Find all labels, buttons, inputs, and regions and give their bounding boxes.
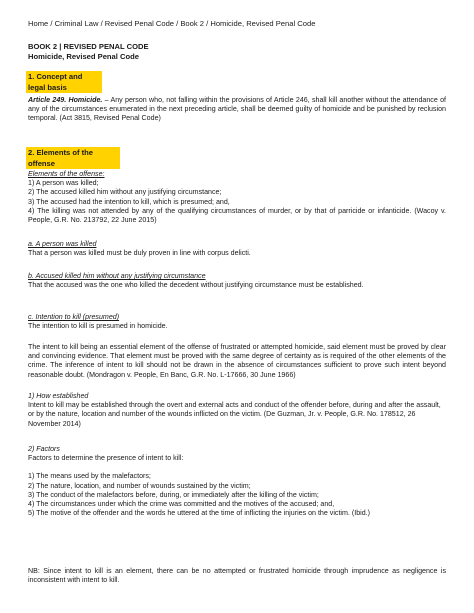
factors-title: 2) Factors [28, 445, 60, 453]
element-item: 4) The killing was not attended by any of the qualifying circumstances of murder, or by that of parricide or infanticide. (Wacoy v. People, G.R. No. 213792, 22 June 2015) [28, 206, 446, 225]
elements-title: Elements of the offense: [28, 170, 105, 178]
subsection-a-title: a. A person was killed [28, 240, 97, 248]
book-header [28, 42, 446, 61]
factor-item: 2) The nature, location, and number of wounds sustained by the victim; [28, 481, 251, 490]
subsection-b [28, 272, 446, 290]
factor-item: 4) The circumstances under which the crime was committed and the motives of the accused; and, [28, 500, 335, 509]
section-2-heading: 2. Elements of the offense [26, 147, 120, 169]
how-established-text: Intent to kill may be established through the overt and external acts and conduct of the offender before, during and after the assault, or by the nature, location and number of the wounds inflicted on the victim. (De Guzman, Jr. v. People, G.R. No. 178512, 26 November 2014) [28, 401, 441, 428]
book-subtitle: Homicide, Revised Penal Code [28, 51, 139, 61]
factor-item: 5) The motive of the offender and the words he uttered at the time of inflicting the injuries on the victim. (Ibid.) [28, 509, 370, 518]
subsection-c-title: c. Intention to kill (presumed) [28, 313, 120, 321]
article-249-paragraph [28, 96, 446, 124]
nb-note: NB: Since intent to kill is an element, there can be no attempted or frustrated homicide through imprudence as negligence is inconsistent with intent to kill. [28, 567, 446, 585]
intent-paragraph: The intent to kill being an essential element of the offense of frustrated or attempted homicide, said element must be proved by clear and convincing evidence. That element must be proved with the same degree of certainty as is required of the other elements of the crime. The inference of intent to kill should not be drawn in the absence of circumstances sufficient to prove such intent beyond reasonable doubt. (Mondragon v. People, En Banc, G.R. No. L-17666, 30 June 1966) [28, 343, 446, 379]
breadcrumb: Home / Criminal Law / Revised Penal Code / Book 2 / Homicide, Revised Penal Code [28, 19, 316, 28]
section-2-heading-wrap [28, 147, 446, 169]
section-1-heading: 1. Concept and legal basis [26, 71, 102, 93]
subsection-b-text: That the accused was the one who killed the decedent without justifying circumstance must be established. [28, 281, 364, 290]
subsection-a [28, 240, 446, 258]
factor-item: 3) The conduct of the malefactors before, during, or immediately after the killing of the victim; [28, 490, 319, 499]
how-established [28, 392, 446, 429]
article-text: – Any person who, not falling within the provisions of Article 246, shall kill another without the attendance of any of the circumstances enumerated in the next preceding article, shall be deemed guilty of homicide and be punished by reclusion temporal. (Act 3815, Revised Penal Code) [28, 96, 446, 123]
article-ref: Article 249. Homicide. [28, 96, 103, 104]
element-item: 3) The accused had the intention to kill, which is presumed; and, [28, 197, 230, 206]
book-title: BOOK 2 | REVISED PENAL CODE [28, 42, 149, 51]
elements-list [28, 170, 446, 225]
factors [28, 445, 446, 518]
how-established-title: 1) How established [28, 392, 89, 400]
section-1-heading-wrap [28, 71, 446, 93]
element-item: 1) A person was killed; [28, 179, 99, 188]
subsection-b-title: b. Accused killed him without any justifying circumstance [28, 272, 206, 280]
factors-intro: Factors to determine the presence of intent to kill: [28, 454, 184, 463]
spacer [28, 463, 446, 472]
factor-item: 1) The means used by the malefactors; [28, 472, 151, 481]
subsection-a-text: That a person was killed must be duly proven in line with corpus delicti. [28, 249, 251, 258]
element-item: 2) The accused killed him without any justifying circumstance; [28, 188, 222, 197]
subsection-c [28, 313, 446, 331]
subsection-c-text: The intention to kill is presumed in homicide. [28, 322, 168, 331]
